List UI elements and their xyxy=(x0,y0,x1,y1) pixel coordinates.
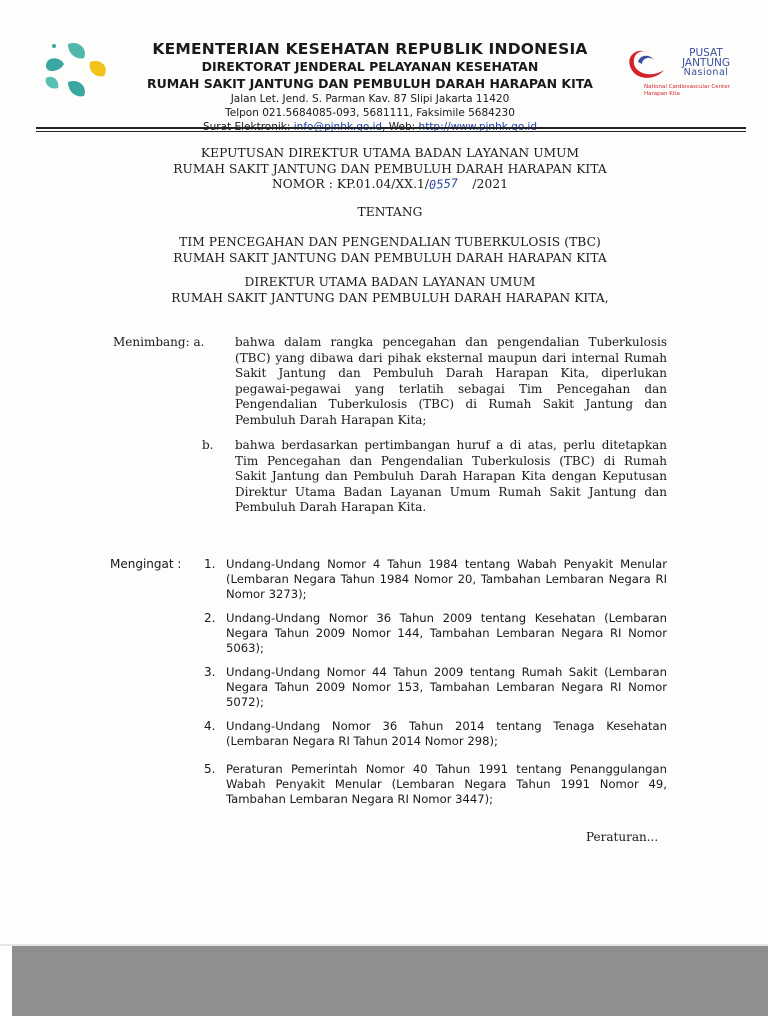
ministry-name: KEMENTERIAN KESEHATAN REPUBLIK INDONESIA xyxy=(152,40,588,58)
menimbang-b-label: b. xyxy=(202,438,214,452)
pusat-jantung-logo xyxy=(624,44,750,104)
mengingat-num-3: 3. xyxy=(204,665,216,679)
hospital-name: RUMAH SAKIT JANTUNG DAN PEMBULUH DARAH HARAPAN KITA xyxy=(147,76,593,91)
decree-title-line-1: KEPUTUSAN DIREKTUR UTAMA BADAN LAYANAN UMUM xyxy=(200,146,580,160)
pusat-jantung-wordmark xyxy=(670,48,742,78)
menimbang-label: Menimbang: a. xyxy=(113,335,205,349)
decree-issuer xyxy=(60,275,720,306)
mengingat-num-4: 4. xyxy=(204,719,216,733)
menimbang-b: bahwa berdasarkan pertimbangan huruf a di atas, perlu ditetapkan Tim Pencegahan dan Pengendalian Tuberkulosis (TBC) di Rumah Sakit Jantung dan Pembuluh Darah Harapan Kita dengan Keputusan Direktur Utama Badan Layanan Umum Rumah Sakit Jantung dan Pembuluh Darah Harapan Kita. xyxy=(235,438,667,515)
decree-subject xyxy=(60,235,720,266)
mengingat-num-2: 2. xyxy=(204,611,216,625)
logo-subtitle-2: Harapan Kita xyxy=(644,90,680,97)
decree-number-prefix: NOMOR : KP.01.04/XX.1/ xyxy=(271,177,430,191)
decree-title xyxy=(60,146,720,193)
mengingat-item-2: Undang-Undang Nomor 36 Tahun 2009 tentang Kesehatan (Lembaran Negara Tahun 2009 Nomor 144, Tambahan Lembaran Negara RI Nomor 5063); xyxy=(226,611,667,655)
logo-subtitle xyxy=(644,84,754,97)
decree-issuer-line-1: DIREKTUR UTAMA BADAN LAYANAN UMUM xyxy=(244,275,536,289)
logo-subtitle-1: National Cardiovascular Center xyxy=(644,84,730,90)
mengingat-num-5: 5. xyxy=(204,762,216,776)
letterhead-divider xyxy=(36,127,746,129)
hospital-address: Jalan Let. Jend. S. Parman Kav. 87 Slipi Jakarta 11420 xyxy=(230,93,510,105)
logo-line-2: JANTUNG xyxy=(681,57,731,69)
logo-line-3: Nasional xyxy=(683,67,729,78)
mengingat-item-4: Undang-Undang Nomor 36 Tahun 2014 tentang Tenaga Kesehatan (Lembaran Negara RI Tahun 2014 Nomor 298); xyxy=(226,719,667,748)
letterhead xyxy=(120,40,620,134)
mengingat-item-5: Peraturan Pemerintah Nomor 40 Tahun 1991 tentang Penanggulangan Wabah Penyakit Menular (Lembaran Negara Tahun 1991 Nomor 49, Tambahan Lembaran Negara RI Nomor 3447); xyxy=(226,762,667,806)
decree-subject-line-2: RUMAH SAKIT JANTUNG DAN PEMBULUH DARAH HARAPAN KITA xyxy=(173,250,607,265)
mengingat-item-3: Undang-Undang Nomor 44 Tahun 2009 tentang Rumah Sakit (Lembaran Negara Tahun 2009 Nomor 153, Tambahan Lembaran Negara RI Nomor 5072); xyxy=(226,665,667,709)
mengingat-num-1: 1. xyxy=(204,557,216,571)
decree-subject-line-1: TIM PENCEGAHAN DAN PENGENDALIAN TUBERKULOSIS (TBC) xyxy=(179,235,601,249)
continuation-marker: Peraturan... xyxy=(586,830,659,844)
viewer-background xyxy=(12,946,768,1016)
letterhead-divider-thin xyxy=(36,131,746,132)
directorate-name: DIREKTORAT JENDERAL PELAYANAN KESEHATAN xyxy=(201,59,539,74)
logo-line-1: PUSAT xyxy=(689,47,723,59)
ministry-logo-icon xyxy=(38,38,128,108)
mengingat-item-1: Undang-Undang Nomor 4 Tahun 1984 tentang Wabah Penyakit Menular (Lembaran Negara Tahun 1984 Nomor 20, Tambahan Lembaran Negara RI Nomor 3273); xyxy=(226,557,667,601)
heart-swoosh-icon xyxy=(624,44,674,88)
menimbang-a: bahwa dalam rangka pencegahan dan pengendalian Tuberkulosis (TBC) yang dibawa dari pihak eksternal maupun dari internal Rumah Sakit Jantung dan Pembuluh Darah Harapan Kita, diperlukan pegawai-pegawai yang terlatih sebagai Tim Pencegahan dan Pengendalian Tuberkulosis (TBC) di Rumah Sakit Jantung dan Pembuluh Darah Harapan Kita; xyxy=(235,335,667,427)
hospital-phone: Telpon 021.5684085-093, 5681111, Faksimile 5684230 xyxy=(225,107,515,119)
decree-title-line-2: RUMAH SAKIT JANTUNG DAN PEMBULUH DARAH HARAPAN KITA xyxy=(173,161,607,176)
mengingat-label: Mengingat : xyxy=(110,557,182,571)
decree-number-year: /2021 xyxy=(472,177,509,191)
decree-number-handwritten: 0557 xyxy=(428,175,459,193)
decree-number xyxy=(60,177,720,193)
decree-issuer-line-2: RUMAH SAKIT JANTUNG DAN PEMBULUH DARAH HARAPAN KITA, xyxy=(171,290,609,305)
tentang-heading: TENTANG xyxy=(357,205,423,219)
